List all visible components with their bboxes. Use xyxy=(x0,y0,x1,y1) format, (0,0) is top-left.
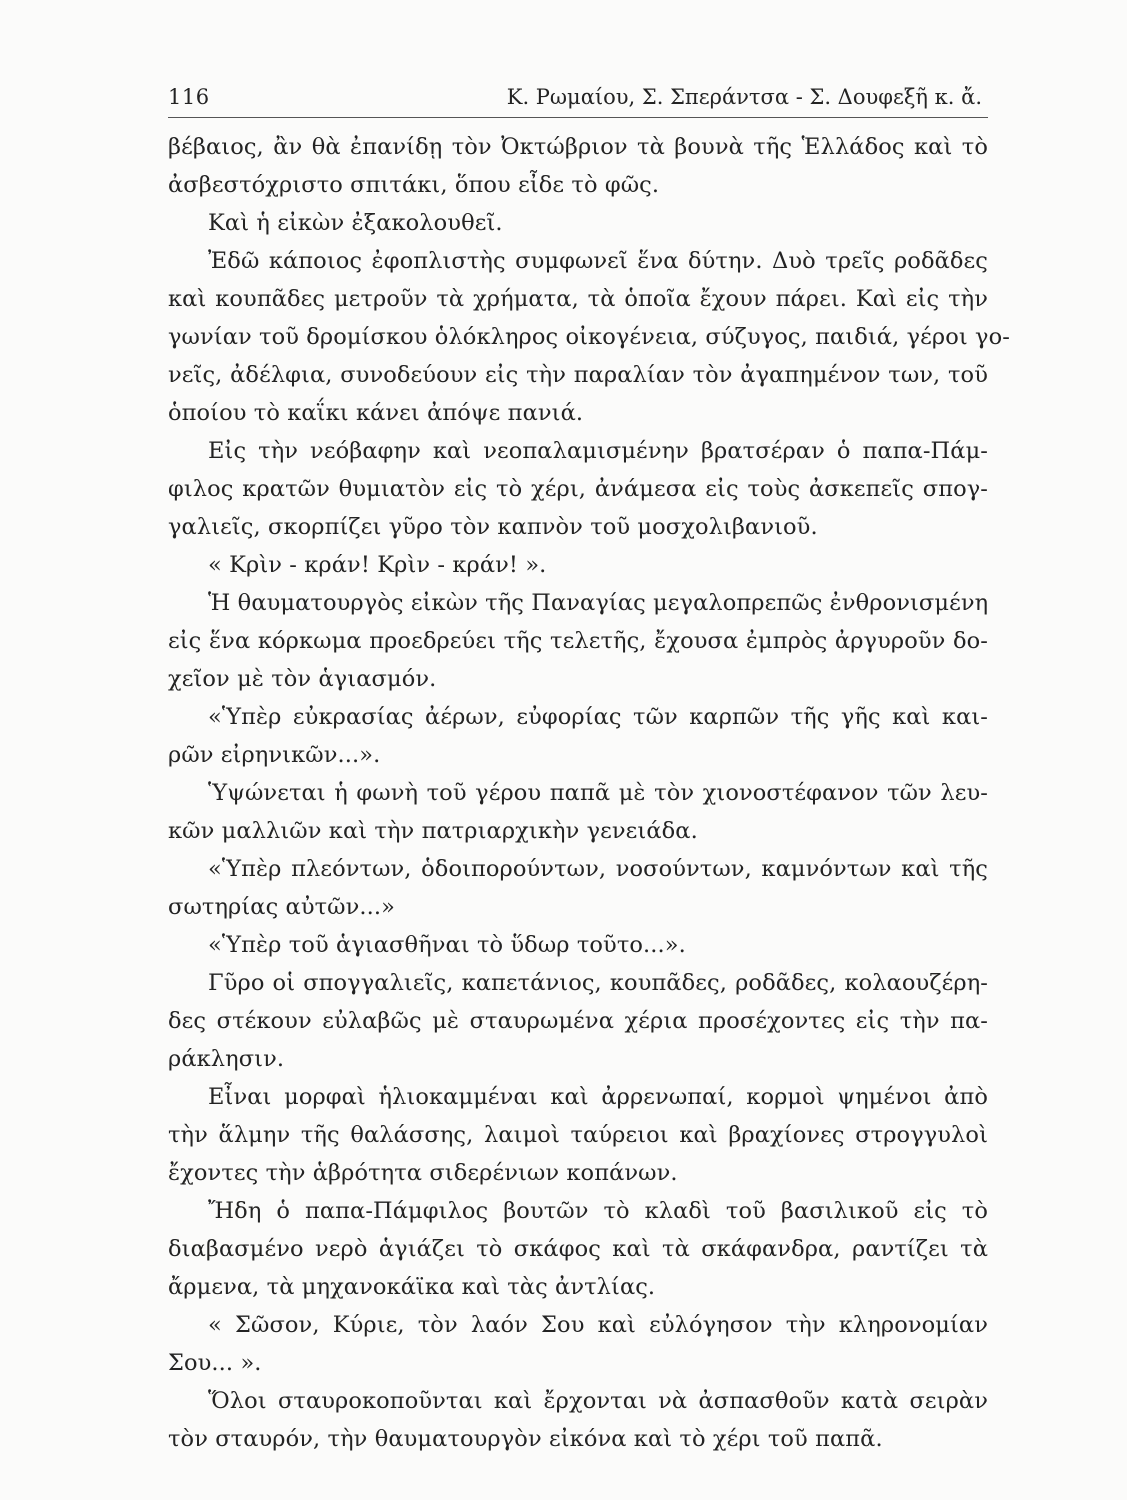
text-line: γωνίαν τοῦ δρομίσκου ὁλόκληρος οἰκογένεια, σύζυγος, παιδιά, γέροι γο- xyxy=(168,324,1010,350)
text-line: ἄρμενα, τὰ μηχανοκάϊκα καὶ τὰς ἀντλίας. xyxy=(168,1274,656,1300)
text-line: ἔχοντες τὴν ἁβρότητα σιδερένιων κοπάνων. xyxy=(168,1160,678,1186)
text-line: Ἐδῶ κάποιος ἐφοπλιστὴς συμφωνεῖ ἕνα δύτην. Δυὸ τρεῖς ροδᾶδες xyxy=(208,248,988,274)
text-line: Ὅλοι σταυροκοποῦνται καὶ ἔρχονται νὰ ἀσπασθοῦν κατὰ σειρὰν xyxy=(208,1388,988,1414)
text-line: Ἤδη ὁ παπα-Πάμφιλος βουτῶν τὸ κλαδὶ τοῦ βασιλικοῦ εἰς τὸ xyxy=(208,1198,988,1224)
text-line: τὴν ἅλμην τῆς θαλάσσης, λαιμοὶ ταύρειοι καὶ βραχίονες στρογγυλοὶ xyxy=(168,1122,988,1148)
body-text xyxy=(168,128,1010,1458)
text-line: φιλος κρατῶν θυμιατὸν εἰς τὸ χέρι, ἀνάμεσα εἰς τοὺς ἀσκεπεῖς σπογ- xyxy=(168,476,988,502)
page-number: 116 xyxy=(168,85,210,109)
text-line: γαλιεῖς, σκορπίζει γῦρο τὸν καπνὸν τοῦ μοσχολιβανιοῦ. xyxy=(168,514,818,540)
text-line: « Κρὶν - κράν! Κρὶν - κράν! ». xyxy=(208,552,547,578)
text-line: Εἰς τὴν νεόβαφην καὶ νεοπαλαμισμένην βρατσέραν ὁ παπα-Πάμ- xyxy=(208,438,988,464)
text-line: ράκλησιν. xyxy=(168,1046,285,1072)
text-line: διαβασμένο νερὸ ἁγιάζει τὸ σκάφος καὶ τὰ σκάφανδρα, ραντίζει τὰ xyxy=(168,1236,988,1262)
text-line: βέβαιος, ἂν θὰ ἐπανίδῃ τὸν Ὀκτώβριον τὰ βουνὰ τῆς Ἑλλάδος καὶ τὸ xyxy=(168,134,988,160)
text-line: « Σῶσον, Κύριε, τὸν λαόν Σου καὶ εὐλόγησον τὴν κληρονομίαν xyxy=(208,1312,988,1338)
text-line: «Ὑπὲρ τοῦ ἁγιασθῆναι τὸ ὕδωρ τοῦτο...». xyxy=(208,932,686,958)
text-line: σωτηρίας αὐτῶν...» xyxy=(168,894,395,920)
text-line: Ἡ θαυματουργὸς εἰκὼν τῆς Παναγίας μεγαλοπρεπῶς ἐνθρονισμένη xyxy=(208,590,989,616)
text-line: τὸν σταυρόν, τὴν θαυματουργὸν εἰκόνα καὶ τὸ χέρι τοῦ παπᾶ. xyxy=(168,1426,883,1452)
text-line: ἀσβεστόχριστο σπιτάκι, ὅπου εἶδε τὸ φῶς. xyxy=(168,172,660,198)
text-line: «Ὑπὲρ πλεόντων, ὁδοιπορούντων, νοσούντων, καμνόντων καὶ τῆς xyxy=(208,856,988,882)
text-line: Εἶναι μορφαὶ ἡλιοκαμμέναι καὶ ἀρρενωπαί, κορμοὶ ψημένοι ἀπὸ xyxy=(208,1084,988,1110)
text-line: ρῶν εἰρηνικῶν...». xyxy=(168,742,381,768)
text-line: δες στέκουν εὐλαβῶς μὲ σταυρωμένα χέρια προσέχοντες εἰς τὴν πα- xyxy=(168,1008,988,1034)
text-line: Καὶ ἡ εἰκὼν ἐξακολουθεῖ. xyxy=(208,210,503,236)
text-line: εἰς ἕνα κόρκωμα προεδρεύει τῆς τελετῆς, ἔχουσα ἐμπρὸς ἀργυροῦν δο- xyxy=(168,628,988,654)
running-head: Κ. Ρωμαίου, Σ. Σπεράντσα - Σ. Δουφεξῆ κ. ἄ. xyxy=(506,85,982,109)
text-line: ὁποίου τὸ καΐκι κάνει ἀπόψε πανιά. xyxy=(168,400,584,426)
text-line: χεῖον μὲ τὸν ἁγιασμόν. xyxy=(168,666,437,692)
text-line: Σου... ». xyxy=(168,1350,262,1376)
text-line: καὶ κουπᾶδες μετροῦν τὰ χρήματα, τὰ ὁποῖα ἔχουν πάρει. Καὶ εἰς τὴν xyxy=(168,286,988,312)
text-line: Ὑψώνεται ἡ φωνὴ τοῦ γέρου παπᾶ μὲ τὸν χιονοστέφανον τῶν λευ- xyxy=(208,780,988,806)
text-line: «Ὑπὲρ εὐκρασίας ἀέρων, εὐφορίας τῶν καρπῶν τῆς γῆς καὶ και- xyxy=(208,704,988,730)
text-line: κῶν μαλλιῶν καὶ τὴν πατριαρχικὴν γενειάδα. xyxy=(168,818,698,844)
text-line: Γῦρο οἱ σπογγαλιεῖς, καπετάνιος, κουπᾶδες, ροδᾶδες, κολαουζέρη- xyxy=(208,970,988,996)
text-line: νεῖς, ἀδέλφια, συνοδεύουν εἰς τὴν παραλίαν τὸν ἀγαπημένον των, τοῦ xyxy=(168,362,988,388)
page-header xyxy=(168,83,988,118)
